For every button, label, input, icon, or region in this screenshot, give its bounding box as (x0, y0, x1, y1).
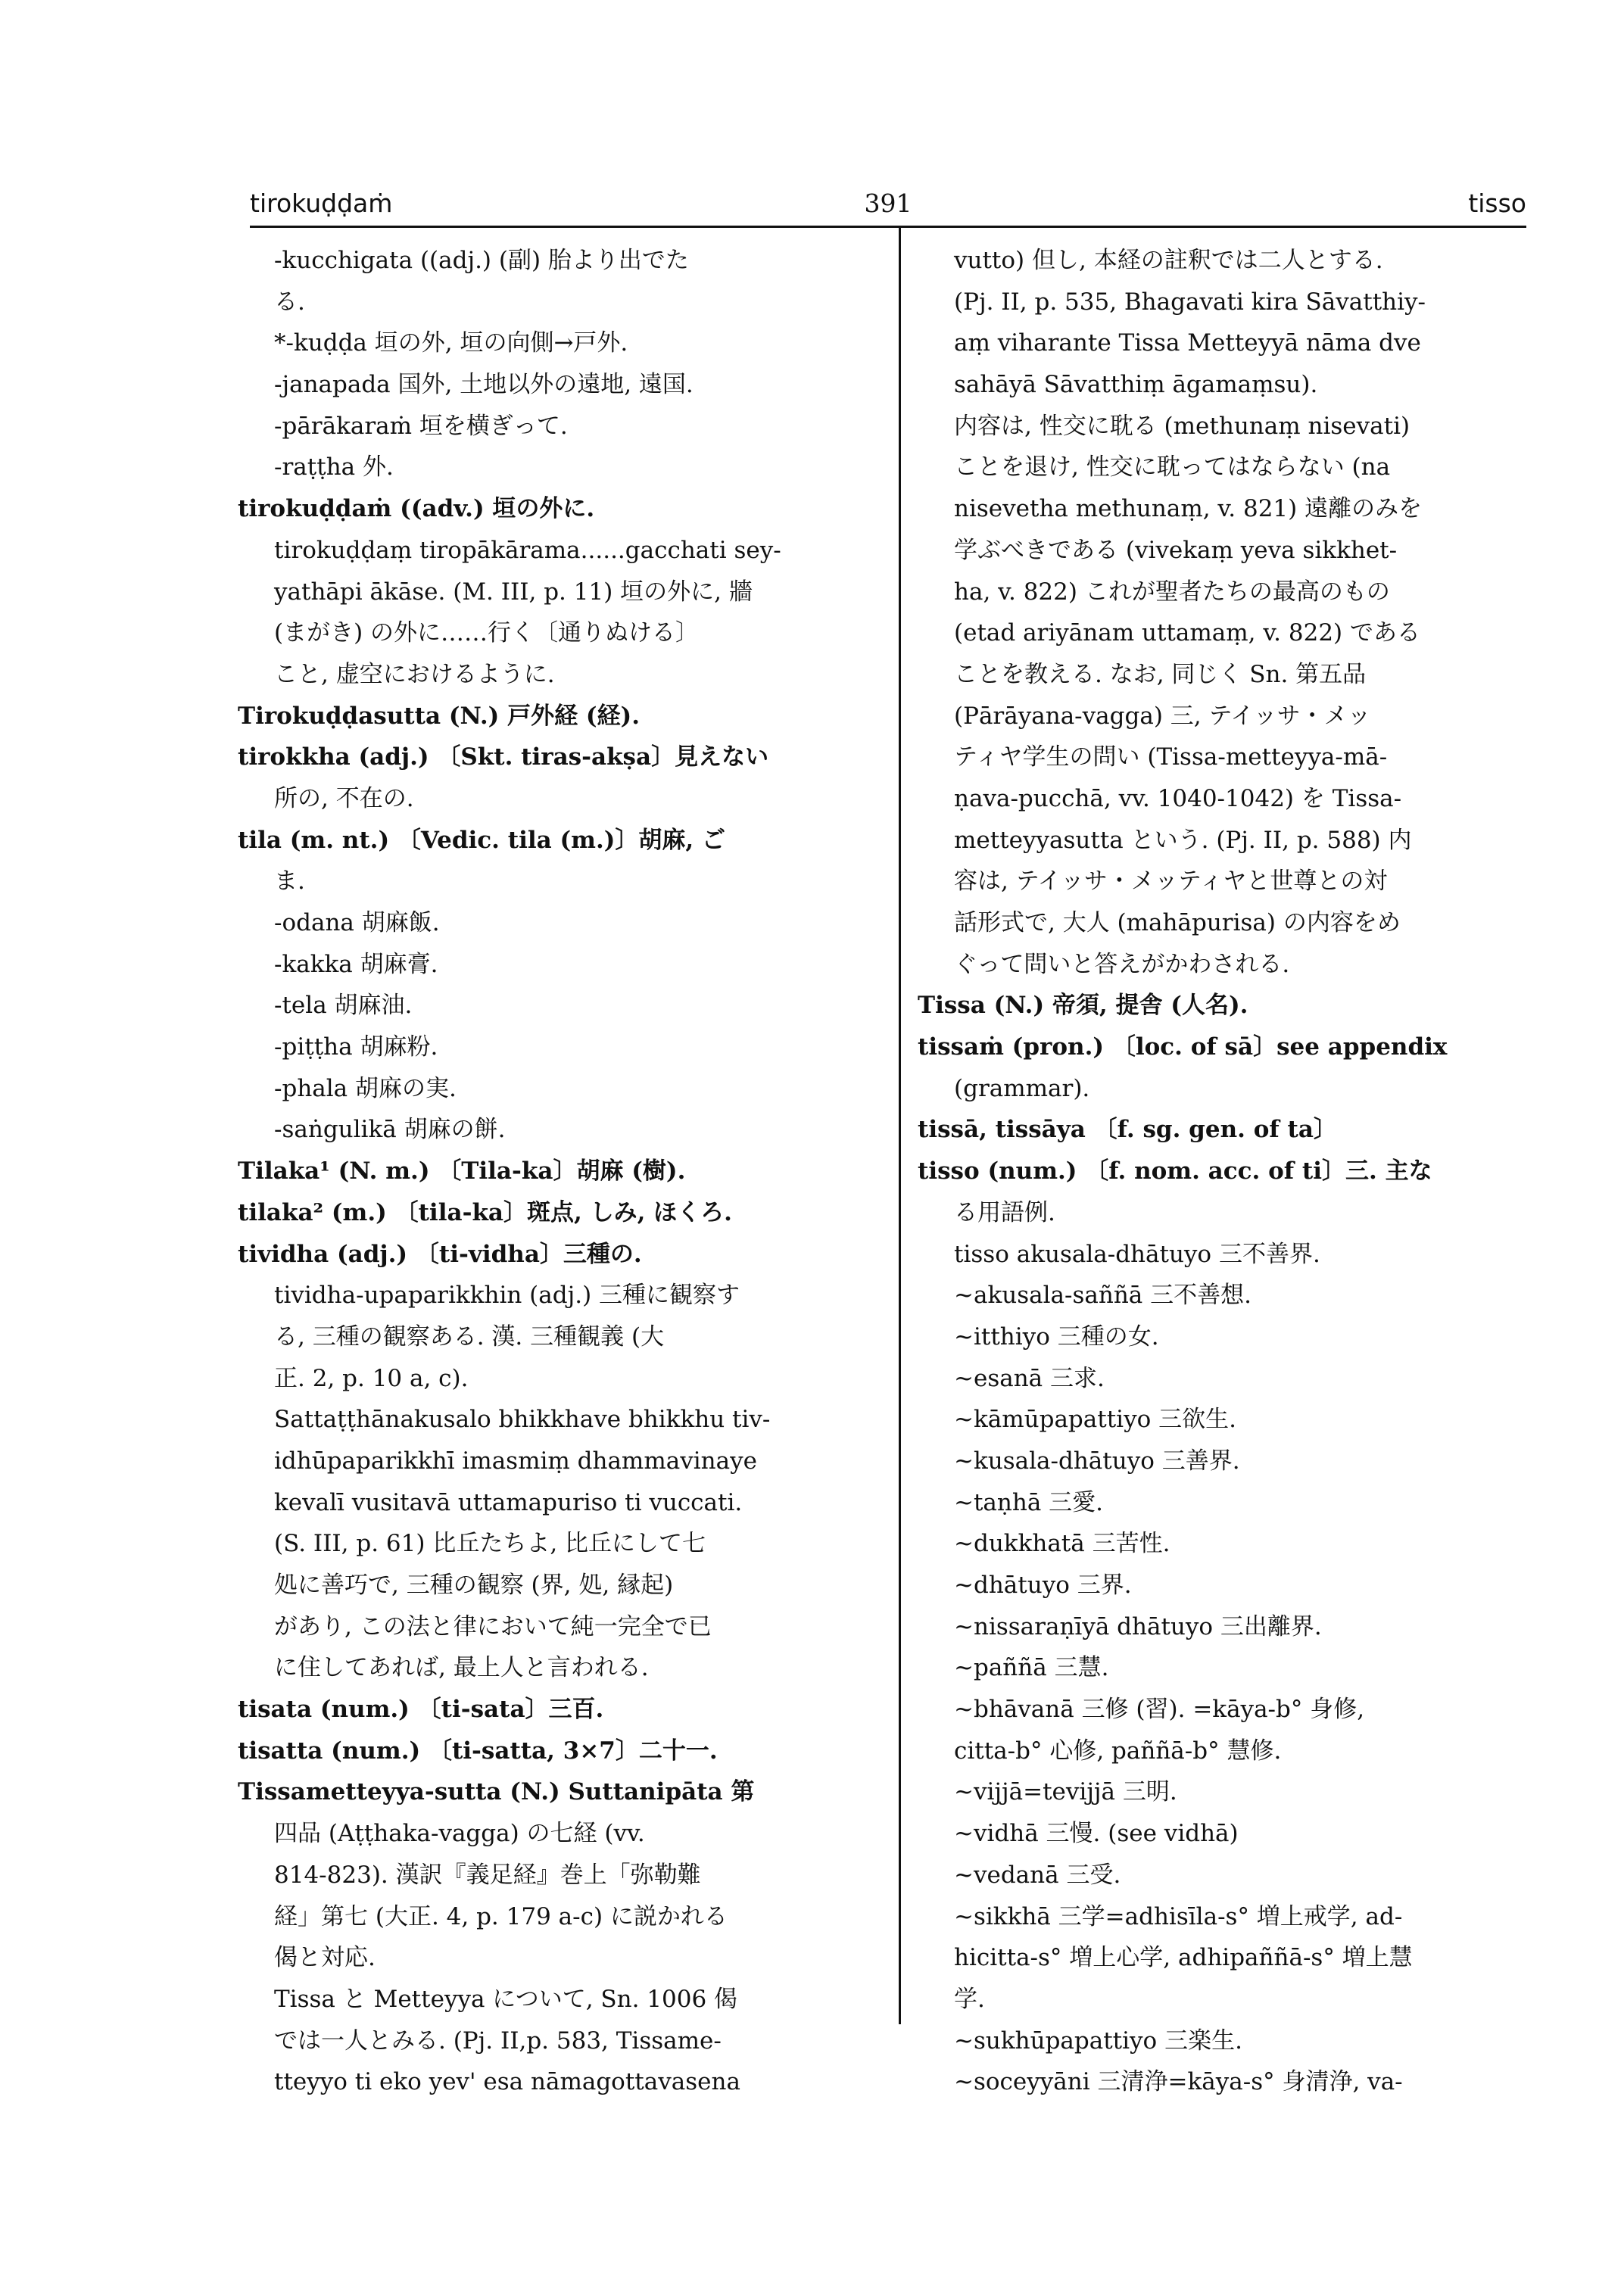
entry-line: Tissa と Metteyya について, Sn. 1006 偈 (274, 1985, 738, 2013)
entry-line: ~taṇhā 三愛. (954, 1488, 1104, 1516)
entry-line: ~nissaraṇīyā dhātuyo 三出離界. (954, 1612, 1322, 1640)
entry-line: tteyyo ti eko yev' esa nāmagottavasena (274, 2068, 740, 2096)
headword-line: tirokuḍḍaṁ ((adv.) 垣の外に. (238, 495, 595, 523)
headword-line: tissaṁ (pron.) 〔loc. of sā〕see appendix (918, 1033, 1448, 1061)
entry-line: nisevetha methunaṃ, v. 821) 遠離のみを (954, 495, 1423, 523)
entry-line: (Pj. II, p. 535, Bhagavati kira Sāvatthiy- (954, 288, 1426, 316)
running-head-left: tirokuḍḍaṁ (250, 188, 393, 218)
headword-line: tisatta (num.) 〔ti-satta, 3×7〕二十一. (238, 1737, 718, 1765)
entry-line: ことを退け, 性交に耽ってはならない (na (954, 453, 1391, 481)
entry-line: idhūpaparikkhī imasmiṃ dhammavinaye (274, 1447, 757, 1475)
headword-line: Tilaka¹ (N. m.) 〔Tila-ka〕胡麻 (樹). (238, 1157, 686, 1185)
entry-line: ~kāmūpapattiyo 三欲生. (954, 1406, 1236, 1434)
entry-line: sahāyā Sāvatthiṃ āgamaṃsu). (954, 371, 1318, 399)
entry-line: 偈と対応. (274, 1944, 376, 1972)
entry-line: (S. III, p. 61) 比丘たちよ, 比丘にして七 (274, 1530, 706, 1558)
entry-line: 正. 2, p. 10 a, c). (274, 1364, 469, 1392)
entry-line: ~sikkhā 三学=adhisīla-s° 増上戒学, ad- (954, 1902, 1403, 1930)
entry-line: 容は, テイッサ・メッティヤと世尊との対 (954, 868, 1388, 896)
entry-line: (まがき) の外に……行く〔通りぬける〕 (274, 619, 700, 647)
page-number: 391 (864, 188, 912, 218)
entry-line: ~dukkhatā 三苦性. (954, 1530, 1170, 1558)
entry-line: -tela 胡麻油. (274, 992, 413, 1020)
entry-line: vutto) 但し, 本経の註釈では二人とする. (954, 247, 1383, 274)
entry-line: -janapada 国外, 土地以外の遠地, 遠国. (274, 371, 694, 399)
entry-line: -pārākaraṁ 垣を横ぎって. (274, 412, 568, 440)
entry-line: citta-b° 心修, paññā-b° 慧修. (954, 1737, 1282, 1765)
entry-line: -phala 胡麻の実. (274, 1074, 457, 1102)
entry-line: 四品 (Aṭṭhaka-vagga) の七経 (vv. (274, 1820, 645, 1848)
entry-line: 所の, 不在の. (274, 784, 414, 812)
entry-line: Sattaṭṭhānakusalo bhikkhave bhikkhu tiv- (274, 1406, 771, 1434)
entry-line: kevalī vusitavā uttamapuriso ti vuccati. (274, 1488, 743, 1516)
entry-line: 814-823). 漢訳『義足経』巻上「弥勒難 (274, 1861, 701, 1889)
right-column (918, 240, 1523, 2103)
entry-line: tirokuḍḍaṃ tiropākārama......gacchati sey- (274, 536, 781, 564)
entry-line: ~dhātuyo 三界. (954, 1572, 1132, 1599)
entry-line: ぐって問いと答えがかわされる. (954, 950, 1290, 978)
entry-line: 話形式で, 大人 (mahāpurisa) の内容をめ (954, 909, 1401, 936)
entry-line: ~vidhā 三慢. (see vidhā) (954, 1820, 1239, 1848)
entry-line: tisso akusala-dhātuyo 三不善界. (954, 1240, 1320, 1268)
entry-line: ことを教える. なお, 同じく Sn. 第五品 (954, 660, 1367, 688)
entry-line: では一人とみる. (Pj. II,p. 583, Tissame- (274, 2027, 722, 2055)
entry-line: 学ぶべきである (vivekaṃ yeva sikkhet- (954, 536, 1398, 564)
headword-line: tilaka² (m.) 〔tila-ka〕斑点, しみ, ほくろ. (238, 1198, 732, 1226)
entry-line: る, 三種の観察ある. 漢. 三種観義 (大 (274, 1323, 665, 1351)
headword-line: Tirokuḍḍasutta (N.) 戸外経 (経). (238, 702, 641, 730)
entry-line: (grammar). (954, 1074, 1090, 1102)
entry-line: (etad ariyānam uttamaṃ, v. 822) である (954, 619, 1420, 647)
left-column (238, 240, 881, 2103)
entry-line: (Pārāyana-vagga) 三, テイッサ・メッ (954, 702, 1371, 730)
entry-line: *-kuḍḍa 垣の外, 垣の向側→戸外. (274, 329, 628, 357)
entry-line: ~kusala-dhātuyo 三善界. (954, 1447, 1240, 1475)
entry-line: -raṭṭha 外. (274, 453, 394, 481)
entry-line: -kucchigata ((adj.) (副) 胎より出でた (274, 247, 689, 274)
entry-line: yathāpi ākāse. (M. III, p. 11) 垣の外に, 牆 (274, 578, 753, 606)
entry-line: 経」第七 (大正. 4, p. 179 a-c) に説かれる (274, 1902, 728, 1930)
entry-line: 処に善巧で, 三種の観察 (界, 処, 縁起) (274, 1572, 674, 1599)
header-rule (250, 226, 1526, 228)
entry-line: ~vedanā 三受. (954, 1861, 1121, 1889)
headword-line: tissā, tissāya 〔f. sg. gen. of ta〕 (918, 1116, 1337, 1144)
entry-line: ティヤ学生の問い (Tissa-metteyya-mā- (954, 743, 1388, 771)
entry-line: ま. (274, 868, 305, 896)
entry-line: ~itthiyo 三種の女. (954, 1323, 1159, 1351)
headword-line: tisso (num.) 〔f. nom. acc. of ti〕三. 主な (918, 1157, 1432, 1185)
entry-line: ~soceyyāni 三清浄=kāya-s° 身清浄, va- (954, 2068, 1403, 2096)
entry-line: metteyyasutta という. (Pj. II, p. 588) 内 (954, 826, 1412, 854)
headword-line: tirokkha (adj.) 〔Skt. tiras-akṣa〕見えない (238, 743, 769, 771)
entry-line: -odana 胡麻飯. (274, 909, 440, 936)
headword-line: tividha (adj.) 〔ti-vidha〕三種の. (238, 1240, 642, 1268)
entry-line: 内容は, 性交に耽る (methunaṃ nisevati) (954, 412, 1410, 440)
entry-line: tividha-upaparikkhin (adj.) 三種に観察す (274, 1282, 740, 1310)
entry-line: -kakka 胡麻膏. (274, 950, 438, 978)
entry-line: る用語例. (954, 1198, 1055, 1226)
entry-line: aṃ viharante Tissa Metteyyā nāma dve (954, 329, 1421, 357)
entry-line: ha, v. 822) これが聖者たちの最高のもの (954, 578, 1390, 606)
entry-line: があり, この法と律において純一完全で已 (274, 1612, 712, 1640)
headword-line: Tissa (N.) 帝須, 提舎 (人名). (918, 992, 1248, 1020)
headword-line: Tissametteyya-sutta (N.) Suttanipāta 第 (238, 1778, 755, 1806)
entry-line: ~vijjā=tevijjā 三明. (954, 1778, 1177, 1806)
entry-line: る. (274, 288, 305, 316)
entry-line: -piṭṭha 胡麻粉. (274, 1033, 438, 1061)
running-head (250, 185, 1526, 223)
entry-line: 学. (954, 1985, 985, 2013)
running-head-right: tisso (1468, 188, 1526, 218)
entry-line: ~sukhūpapattiyo 三楽生. (954, 2027, 1242, 2055)
headword-line: tila (m. nt.) 〔Vedic. tila (m.)〕胡麻, ご (238, 826, 726, 854)
entry-line: に住してあれば, 最上人と言われる. (274, 1654, 649, 1682)
column-divider (899, 227, 901, 2024)
entry-line: hicitta-s° 増上心学, adhipaññā-s° 増上慧 (954, 1944, 1413, 1972)
entry-line: ~bhāvanā 三修 (習). =kāya-b° 身修, (954, 1696, 1365, 1724)
entry-line: ~paññā 三慧. (954, 1654, 1109, 1682)
headword-line: tisata (num.) 〔ti-sata〕三百. (238, 1696, 604, 1724)
entry-line: ṇava-pucchā, vv. 1040-1042) を Tissa- (954, 784, 1402, 812)
entry-line: こと, 虚空におけるように. (274, 660, 555, 688)
entry-line: -saṅgulikā 胡麻の餅. (274, 1116, 506, 1144)
entry-line: ~esanā 三求. (954, 1364, 1105, 1392)
entry-line: ~akusala-saññā 三不善想. (954, 1282, 1252, 1310)
